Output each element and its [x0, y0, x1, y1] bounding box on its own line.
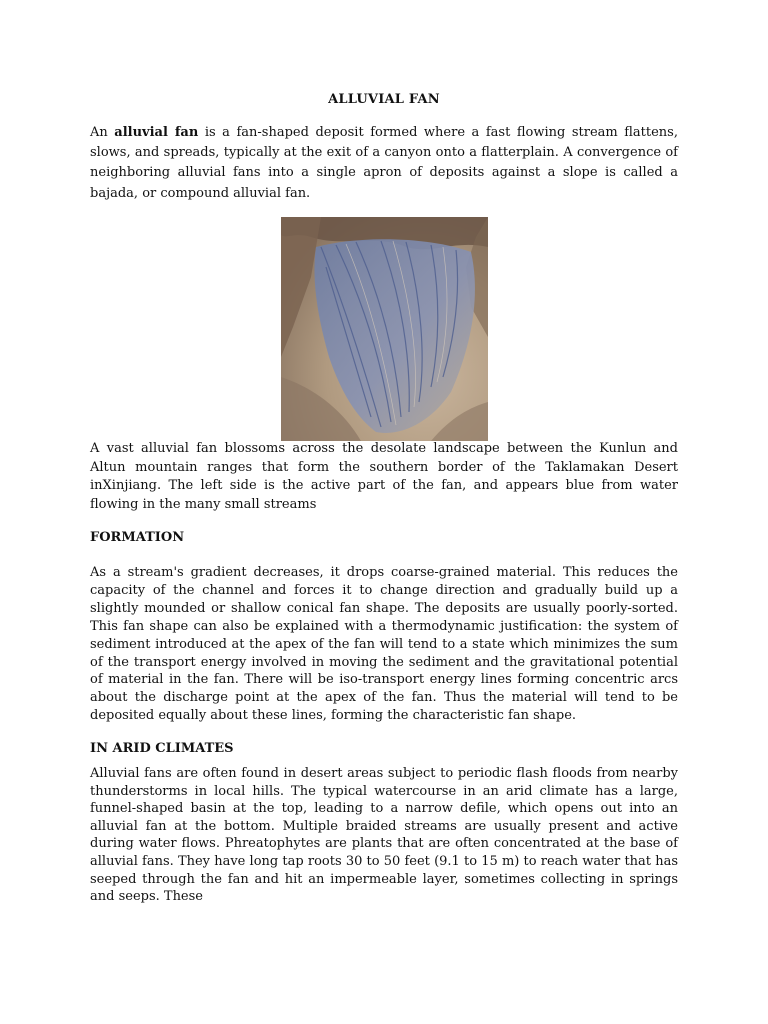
alluvial-fan-satellite-photo: [281, 217, 488, 441]
page-title: ALLUVIAL FAN: [328, 92, 440, 107]
intro-paragraph: An alluvial fan is a fan-shaped deposit formed where a fast flowing stream flattens, slows, and spreads, typically at the exit of a canyon onto a flatterplain. A convergence of neighboring alluvial fans into a single apron of deposits against a slope is called a bajada, or compound alluvial fan.: [90, 125, 678, 201]
formation-paragraph: As a stream's gradient decreases, it drops coarse-grained material. This reduces the capacity of the channel and forces it to change direction and gradually build up a slightly mounded or shallow conical fan shape. The deposits are usually poorly-sorted. This fan shape can also be explained with a thermodynamic justification: the system of sediment introduced at the apex of the fan will tend to a state which minimizes the sum of the transport energy involved in moving the sediment and the gravitational potential of material in the fan. There will be iso-transport energy lines forming concentric arcs about the discharge point at the apex of the fan. Thus the material will tend to be deposited equally about these lines, forming the characteristic fan shape.: [90, 565, 678, 724]
arid-climates-paragraph: Alluvial fans are often found in desert areas subject to periodic flash floods from nearby thunderstorms in local hills. The typical watercourse in an arid climate has a large, funnel-shaped basin at the top, leading to a narrow defile, which opens out into an alluvial fan at the bottom. Multiple braided streams are usually present and active during water flows. Phreatophytes are plants that are often concentrated at the base of alluvial fans. They have long tap roots 30 to 50 feet (9.1 to 15 m) to reach water that has seeped through the fan and hit an impermeable layer, sometimes collecting in springs and seeps. These: [90, 766, 678, 905]
figure-caption: A vast alluvial fan blossoms across the desolate landscape between the Kunlun and Altun mountain ranges that form the southern border of the Taklamakan Desert inXinjiang. The left side is the active part of the fan, and appears blue from water flowing in the many small streams: [90, 441, 678, 512]
section-heading-arid-climates: IN ARID CLIMATES: [90, 741, 234, 756]
section-heading-formation: FORMATION: [90, 530, 185, 545]
intro-term: alluvial fan: [114, 125, 199, 140]
